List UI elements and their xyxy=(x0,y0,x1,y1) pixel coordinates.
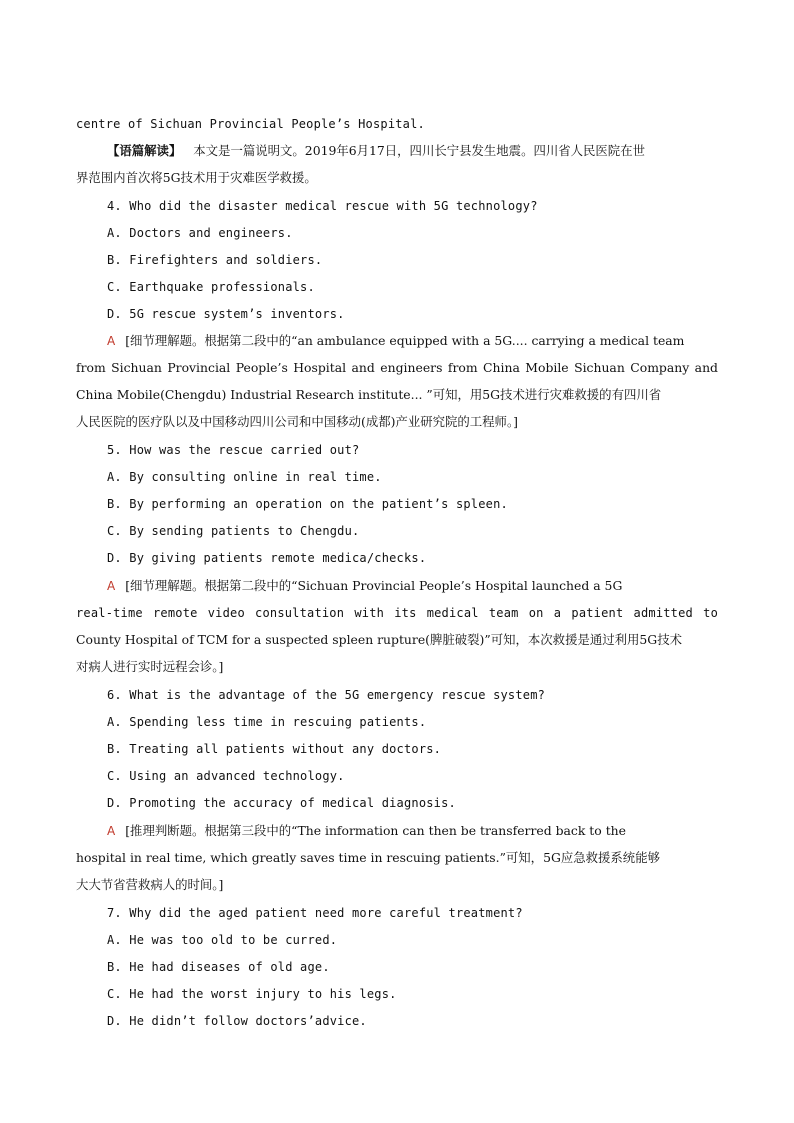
question-6-option-d: D. Promoting the accuracy of medical diagnosis. xyxy=(107,796,456,810)
question-4-answer: A xyxy=(107,334,116,348)
intro-line: centre of Sichuan Provincial People’s Hospital. xyxy=(76,117,425,131)
question-4-explanation-line-1 xyxy=(107,331,718,351)
passage-analysis-line-2: 界范围内首次将5G技术用于灾难医学救援。 xyxy=(76,170,317,185)
passage-analysis-tag: 【语篇解读】 xyxy=(107,143,182,158)
passage-analysis-line-1 xyxy=(107,141,718,161)
question-4-option-b: B. Firefighters and soldiers. xyxy=(107,253,323,267)
question-5-explanation-line-3: County Hospital of TCM for a suspected spleen rupture(脾脏破裂)”可知，本次救援是通过利用5G技术 xyxy=(76,632,682,647)
question-5-explanation-line-2: real-time remote video consultation with its medical team on a patient admitted to xyxy=(76,606,718,620)
question-6-option-c: C. Using an advanced technology. xyxy=(107,769,345,783)
question-4-explanation-line-3: China Mobile(Chengdu) Industrial Research institute... ”可知，用5G技术进行灾难救援的有四川省 xyxy=(76,387,662,402)
question-5-option-c: C. By sending patients to Chengdu. xyxy=(107,524,360,538)
question-5-option-d: D. By giving patients remote medica/checks. xyxy=(107,551,427,565)
question-7-option-c: C. He had the worst injury to his legs. xyxy=(107,987,397,1001)
question-6-explanation-line-2: hospital in real time, which greatly saves time in rescuing patients.”可知，5G应急救援系统能够 xyxy=(76,850,660,865)
question-6-explanation-line-1 xyxy=(107,821,718,841)
question-6-explanation-text-1: [推理判断题。根据第三段中的“The information can then be transferred back to the xyxy=(125,823,626,838)
question-4-explanation-line-2: from Sichuan Provincial People’s Hospital and engineers from China Mobile Sichuan Company and xyxy=(76,360,718,375)
question-6-explanation-line-3: 大大节省营救病人的时间。] xyxy=(76,877,224,892)
question-5: 5. How was the rescue carried out? xyxy=(107,443,360,457)
question-5-explanation-line-4: 对病人进行实时远程会诊。] xyxy=(76,659,224,674)
question-4-option-a: A. Doctors and engineers. xyxy=(107,226,293,240)
question-6-answer: A xyxy=(107,824,116,838)
question-6-option-b: B. Treating all patients without any doctors. xyxy=(107,742,442,756)
question-4-explanation-line-4: 人民医院的医疗队以及中国移动四川公司和中国移动(成都)产业研究院的工程师。] xyxy=(76,414,518,429)
question-4-option-c: C. Earthquake professionals. xyxy=(107,280,315,294)
passage-analysis-text-1: 本文是一篇说明文。2019年6月17日，四川长宁县发生地震。四川省人民医院在世 xyxy=(193,143,645,158)
question-4-explanation-text-1: [细节理解题。根据第二段中的“an ambulance equipped with a 5G.... carrying a medical team xyxy=(125,333,685,348)
question-5-answer: A xyxy=(107,579,116,593)
question-6: 6. What is the advantage of the 5G emergency rescue system? xyxy=(107,688,546,702)
question-5-explanation-text-1: [细节理解题。根据第二段中的“Sichuan Provincial People’s Hospital launched a 5G xyxy=(125,578,623,593)
question-7-option-b: B. He had diseases of old age. xyxy=(107,960,330,974)
question-4-option-d: D. 5G rescue system’s inventors. xyxy=(107,307,345,321)
question-6-option-a: A. Spending less time in rescuing patients. xyxy=(107,715,427,729)
question-5-option-b: B. By performing an operation on the patient’s spleen. xyxy=(107,497,508,511)
question-7: 7. Why did the aged patient need more careful treatment? xyxy=(107,906,523,920)
question-4: 4. Who did the disaster medical rescue with 5G technology? xyxy=(107,199,538,213)
question-5-option-a: A. By consulting online in real time. xyxy=(107,470,382,484)
question-7-option-a: A. He was too old to be curred. xyxy=(107,933,338,947)
question-7-option-d: D. He didn’t follow doctors’advice. xyxy=(107,1014,367,1028)
question-5-explanation-line-1 xyxy=(107,576,718,596)
